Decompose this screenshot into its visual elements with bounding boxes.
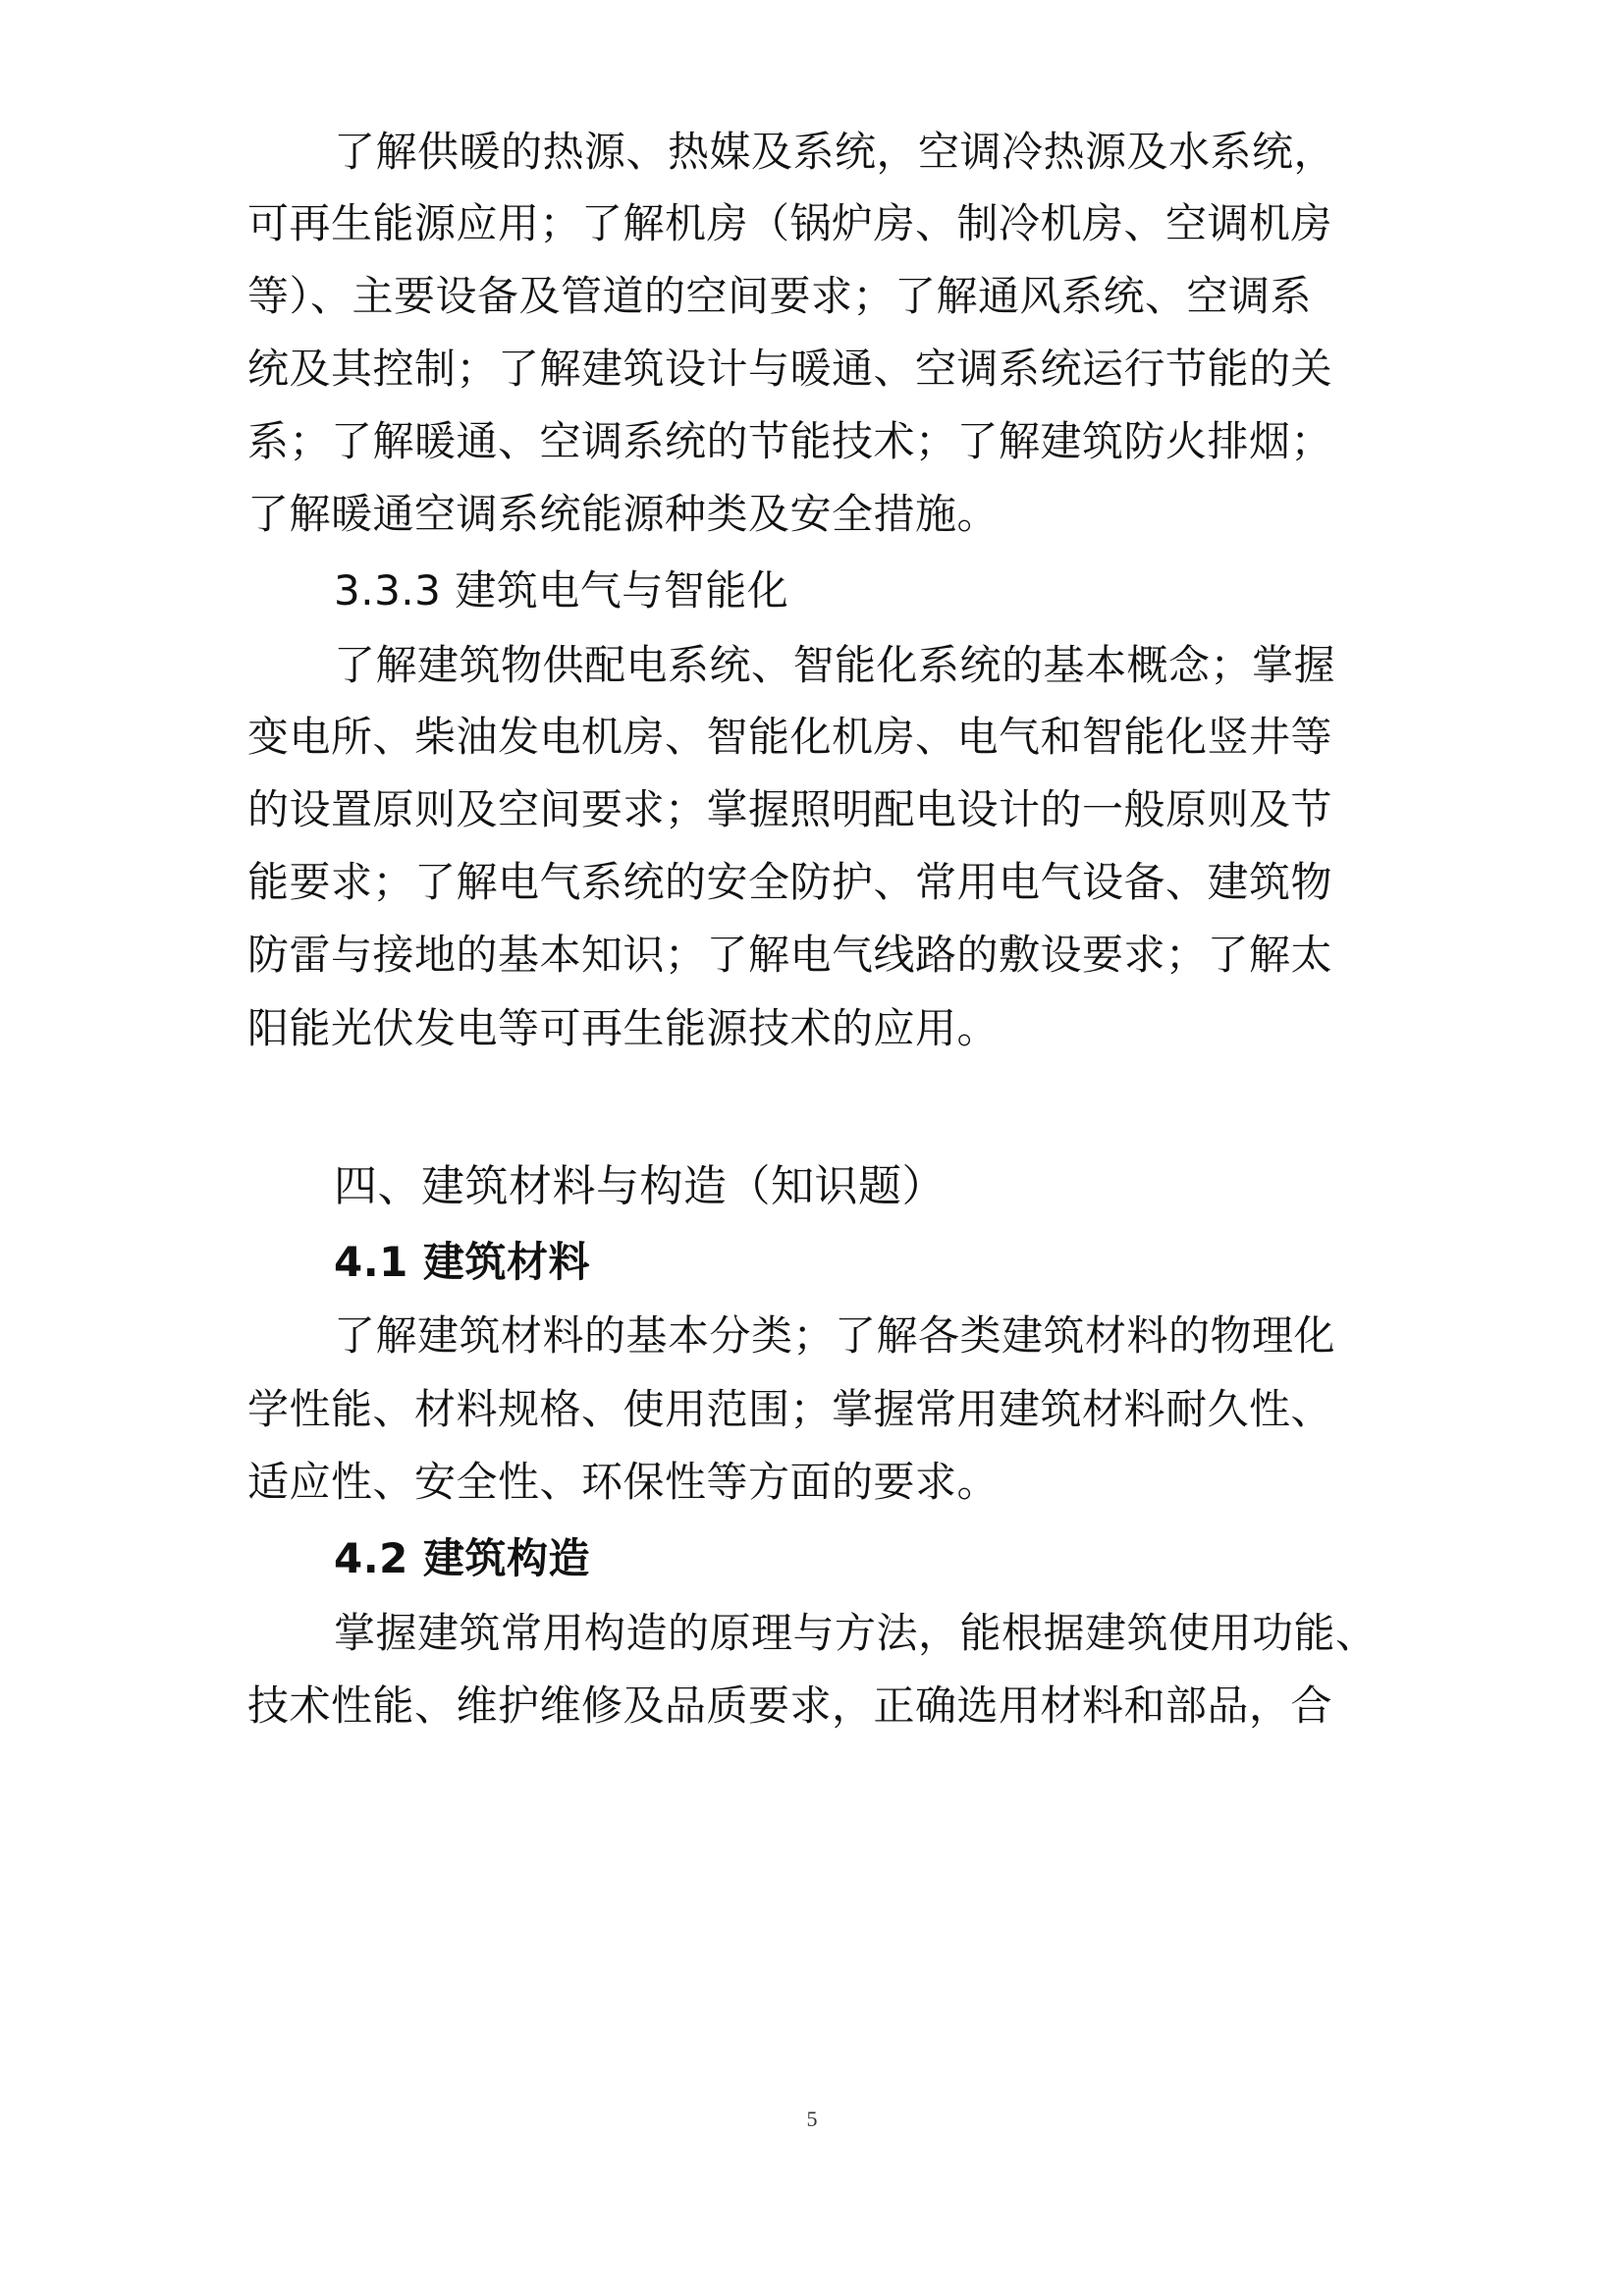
paragraph-line: 阳能光伏发电等可再生能源技术的应用。 <box>247 1004 1000 1052</box>
paragraph-line: 的设置原则及空间要求；掌握照明配电设计的一般原则及节 <box>247 785 1333 833</box>
section-heading: 4.2 建筑构造 <box>334 1534 591 1582</box>
paragraph-line: 了解建筑材料的基本分类；了解各类建筑材料的物理化 <box>334 1311 1336 1360</box>
paragraph-line: 统及其控制；了解建筑设计与暖通、空调系统运行节能的关 <box>247 345 1333 393</box>
paragraph-line: 了解建筑物供配电系统、智能化系统的基本概念；掌握 <box>334 641 1336 689</box>
paragraph-line: 防雷与接地的基本知识；了解电气线路的敷设要求；了解太 <box>247 931 1333 979</box>
paragraph-line: 变电所、柴油发电机房、智能化机房、电气和智能化竖井等 <box>247 713 1333 761</box>
paragraph-line: 技术性能、维护维修及品质要求，正确选用材料和部品，合 <box>247 1682 1333 1730</box>
paragraph-line: 了解暖通空调系统能源种类及安全措施。 <box>247 490 1000 538</box>
paragraph-line: 学性能、材料规格、使用范围；掌握常用建筑材料耐久性、 <box>247 1385 1333 1433</box>
paragraph-line: 系；了解暖通、空调系统的节能技术；了解建筑防火排烟； <box>247 417 1333 465</box>
page-number: 5 <box>806 2107 818 2131</box>
chapter-heading: 四、建筑材料与构造（知识题） <box>334 1161 946 1211</box>
paragraph-line: 能要求；了解电气系统的安全防护、常用电气设备、建筑物 <box>247 858 1333 906</box>
paragraph-line: 适应性、安全性、环保性等方面的要求。 <box>247 1458 1000 1506</box>
paragraph-line: 等）、主要设备及管道的空间要求；了解通风系统、空调系 <box>247 272 1313 320</box>
paragraph-line: 掌握建筑常用构造的原理与方法，能根据建筑使用功能、 <box>334 1609 1378 1657</box>
paragraph-line: 了解供暖的热源、热媒及系统，空调冷热源及水系统， <box>334 128 1336 176</box>
paragraph-line: 可再生能源应用；了解机房（锅炉房、制冷机房、空调机房 <box>247 199 1333 247</box>
section-heading: 3.3.3 建筑电气与智能化 <box>334 566 789 614</box>
section-heading: 4.1 建筑材料 <box>334 1238 591 1286</box>
